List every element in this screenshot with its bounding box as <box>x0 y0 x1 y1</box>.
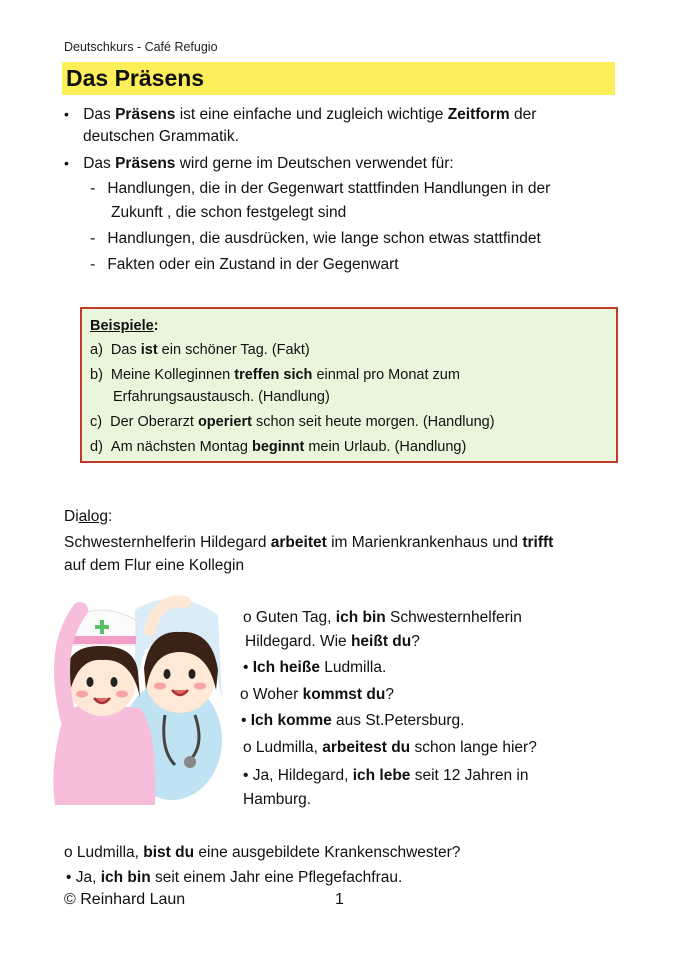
dialog-line-1: o Guten Tag, ich bin Schwesternhelferin <box>243 609 522 626</box>
dialog-line-3: • Ich heiße Ludmilla. <box>243 659 387 676</box>
bullet-dot: • <box>64 106 69 122</box>
dialog-heading: Dialog: <box>64 508 113 525</box>
bullet-2: • Das Präsens wird gerne im Deutschen verwendet für: <box>64 155 454 172</box>
footer-copyright: © Reinhard Laun <box>64 891 186 908</box>
example-b: b) Meine Kolleginnen treffen sich einmal pro Monat zum <box>90 367 460 383</box>
dialog-line-6: o Ludmilla, arbeitest du schon lange hier? <box>243 739 537 756</box>
document-header: Deutschkurs - Café Refugio <box>64 40 218 54</box>
two-nurses-illustration <box>40 590 240 810</box>
bullet-1: • Das Präsens ist eine einfache und zugleich wichtige Zeitform der <box>64 106 537 123</box>
examples-heading: Beispiele: <box>90 318 159 334</box>
dialog-final-1: o Ludmilla, bist du eine ausgebildete Krankenschwester? <box>64 844 461 861</box>
dialog-line-4: o Woher kommst du? <box>240 686 394 703</box>
bullet-dot: • <box>64 155 69 171</box>
example-d: d) Am nächsten Montag beginnt mein Urlaub. (Handlung) <box>90 439 467 455</box>
example-a: a) Das ist ein schöner Tag. (Fakt) <box>90 342 310 358</box>
subitem-1-line-2: Zukunft , die schon festgelegt sind <box>111 204 347 221</box>
bullet-1-line-2: deutschen Grammatik. <box>83 128 239 145</box>
dialog-line-2: Hildegard. Wie heißt du? <box>245 633 420 650</box>
dialog-intro-1: Schwesternhelferin Hildegard arbeitet im Marienkrankenhaus und trifft <box>64 534 554 551</box>
subitem-1: - Handlungen, die in der Gegenwart stattfinden Handlungen in der <box>90 180 551 197</box>
subitem-2: - Handlungen, die ausdrücken, wie lange schon etwas stattfindet <box>90 230 541 247</box>
subitem-3: - Fakten oder ein Zustand in der Gegenwart <box>90 256 399 273</box>
page-title: Das Präsens <box>66 65 205 91</box>
dialog-intro-2: auf dem Flur eine Kollegin <box>64 557 245 574</box>
example-c: c) Der Oberarzt operiert schon seit heute morgen. (Handlung) <box>90 414 495 430</box>
page-number: 1 <box>335 891 344 908</box>
dialog-line-8: Hamburg. <box>243 791 312 808</box>
dialog-line-7: • Ja, Hildegard, ich lebe seit 12 Jahren in <box>243 767 529 784</box>
example-b-line-2: Erfahrungsaustausch. (Handlung) <box>113 389 330 405</box>
dialog-final-2: • Ja, ich bin seit einem Jahr eine Pflegefachfrau. <box>66 869 403 886</box>
dialog-line-5: • Ich komme aus St.Petersburg. <box>241 712 465 729</box>
